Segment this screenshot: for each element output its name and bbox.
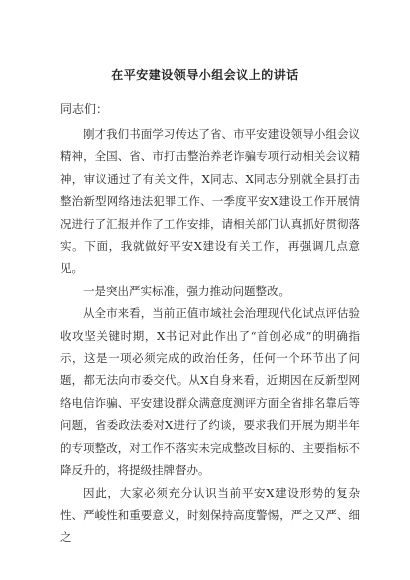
salutation: 同志们：	[60, 102, 109, 116]
document-body	[60, 123, 360, 549]
paragraph-situation: 从全市来看，当前正值市域社会治理现代化试点评估验收攻坚关键时期，X书记对此作出了“首创必成”的明确指示，这是一项必须完成的政治任务，任何一个环节出了问题，都无法向市委交代。从X自身来看，近期因在反新型网络电信诈骗、平安建设群众满意度测评方面全省排名靠后等问题，省委政法委对X进行了约谈，要求我们开展为期半年的专项整改，对工作不落实未完成整改目标的、主要指标不降反升的，将提级挂牌督办。	[60, 306, 360, 478]
paragraph-heading-one: 一是突出严实标准，强力推动问题整改。	[83, 283, 290, 298]
paragraph-intro: 刚才我们书面学习传达了省、市平安建设领导小组会议精神，全国、省、市打击整治养老诈骗专项行动相关会议精神，审议通过了有关文件，X同志、X同志分别就全县打击整治新型网络违法犯罪工作、一季度平安X建设工作开展情况进行了汇报并作了工作安排，请相关部门认真抓好贯彻落实。下面，我就做好平安X建设有关工作，再强调几点意见。	[60, 127, 360, 276]
paragraph-conclusion: 因此，大家必须充分认识当前平安X建设形势的复杂性、严峻性和重要意义，时刻保持高度警惕，严之又严、细之	[60, 485, 360, 545]
document-title: 在平安建设领导小组会议上的讲话	[111, 68, 299, 82]
